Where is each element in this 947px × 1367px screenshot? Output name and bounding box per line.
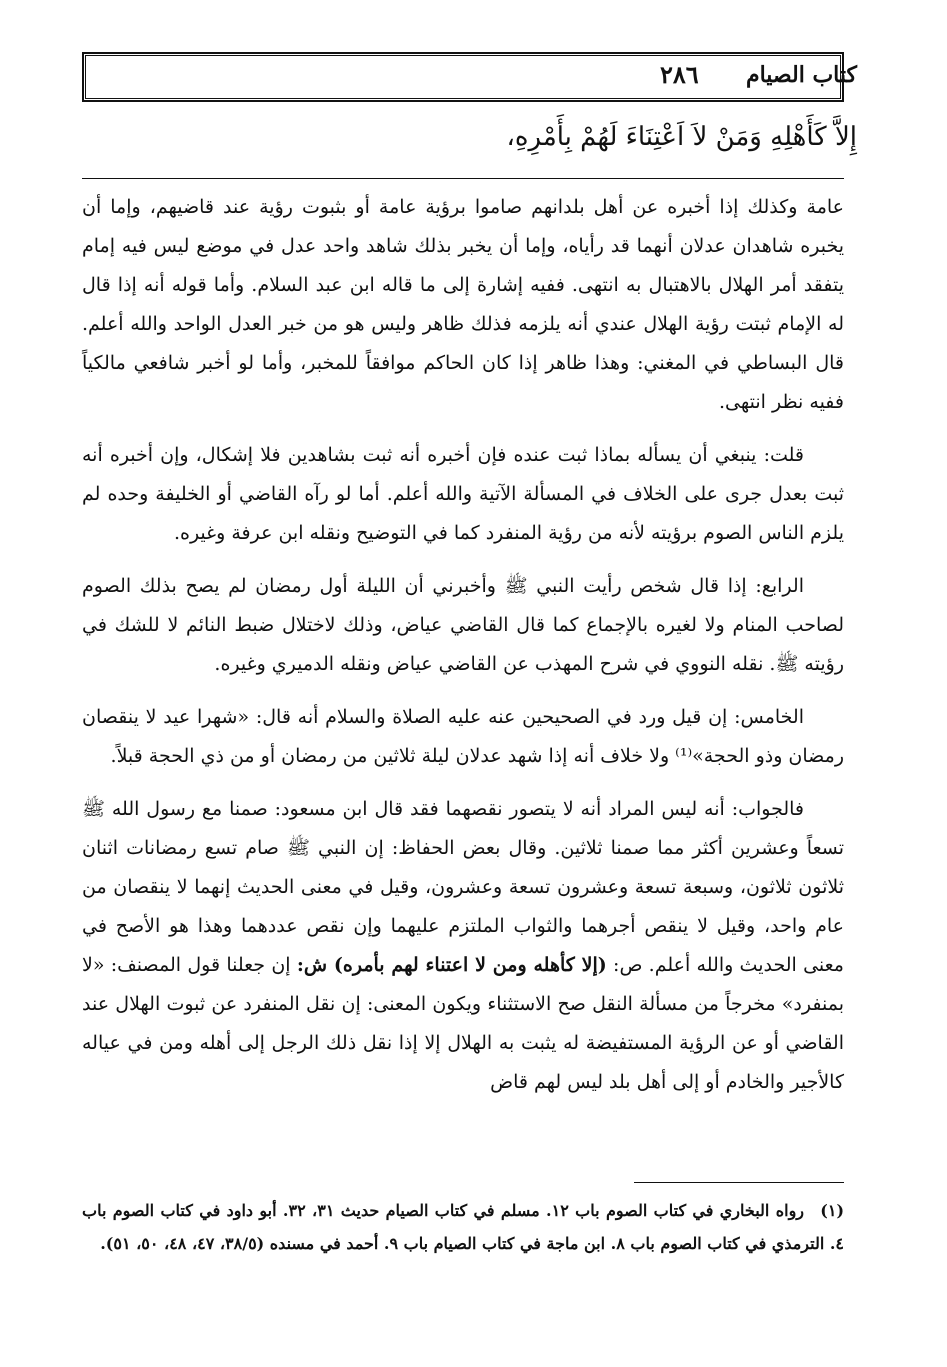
header-separator	[82, 178, 844, 179]
footnote-text: رواه البخاري في كتاب الصوم باب ١٢. مسلم في كتاب الصيام حديث ٣١، ٣٢. أبو داود في كتاب الصوم باب ٤. الترمذي في كتاب الصوم باب ٨. ابن ماجة في كتاب الصيام باب ٩. أحمد في مسنده (٣٨/٥، ٤٧، ٤٨، ٥٠، ٥١).	[82, 1201, 844, 1253]
commentary-body	[82, 188, 844, 1116]
matn-verse: إِلاَّ كَأَهْلِهِ وَمَنْ لاَ اَعْتِنَاءَ لَهُمْ بِأَمْرِهِ،	[506, 122, 857, 152]
paragraph: الخامس: إن قيل ورد في الصحيحين عنه عليه الصلاة والسلام أنه قال: «شهرا عيد لا ينقصان رمضان وذو الحجة»⁽¹⁾ ولا خلاف أنه إذا شهد عدلان ليلة ثلاثين من رمضان أو من ذي الحجة قبلاً.	[82, 706, 844, 767]
paragraph-text: فالجواب: أنه ليس المراد أنه لا يتصور نقصهما فقد قال ابن مسعود: صمنا مع رسول الله ﷺ تسعاً وعشرين أكثر مما صمنا ثلاثين. وقال بعض الحفاظ: إن النبي ﷺ صام تسع رمضانات اثنان ثلاثون ثلاثون، وسبعة تسعة وعشرون تسعة وعشرون، وقيل في معنى الحديث إنهما لا ينقصان من عام واحد، وقيل لا ينقص أجرهما والثواب الملتزم عليهما وإن نقص عددهما وهذا هو الأصح في معنى الحديث والله أعلم. ص:	[82, 798, 844, 976]
footnote-number: (١)	[820, 1201, 845, 1220]
sharh-label: ش:	[296, 954, 334, 976]
footnote	[82, 1194, 844, 1260]
footnote-separator	[634, 1182, 844, 1183]
page-number: ٢٨٦	[660, 60, 699, 89]
page-header-frame	[82, 52, 844, 102]
chapter-title: كتاب الصيام	[745, 62, 857, 88]
paragraph-last	[82, 790, 844, 1102]
paragraph: الرابع: إذا قال شخص رأيت النبي ﷺ وأخبرني أن الليلة أول رمضان لم يصح بذلك الصوم لصاحب المنام ولا لغيره بالإجماع كما قال القاضي عياض، وذلك لاختلال ضبط النائم لا للشك في رؤيته ﷺ. نقله النووي في شرح المهذب عن القاضي عياض ونقله الدميري وغيره.	[82, 575, 844, 675]
paragraph: عامة وكذلك إذا أخبره عن أهل بلدانهم صاموا برؤية عامة أو بثبوت رؤية عند قاضيهم، وإما أن يخبره شاهدان عدلان أنهما قد رأياه، وإما أن يخبر بذلك شاهد واحد عدل في موضع ليس فيه إمام يتفقد أمر الهلال بالاهتبال به انتهى. ففيه إشارة إلى ما قاله ابن عبد السلام. وأما قوله أنه إذا قال له الإمام ثبتت رؤية الهلال عندي أنه يلزمه فذلك ظاهر وليس هو من خبر العدل الواحد والله أعلم. قال البساطي في المغني: وهذا ظاهر إذا كان الحاكم موافقاً للمخبر، وأما لو أخبر شافعي مالكياً ففيه نظر انتهى.	[82, 196, 844, 413]
bold-matn-quote: (إلا كأهله ومن لا اعتناء لهم بأمره)	[333, 954, 607, 976]
paragraph: قلت: ينبغي أن يسأله بماذا ثبت عنده فإن أخبره أنه ثبت بشاهدين فلا إشكال، وإن أخبره أنه ثبت بعدل جرى على الخلاف في المسألة الآتية والله أعلم. أما لو رآه القاضي أو الخليفة وحده لم يلزم الناس الصوم برؤيته لأنه من رؤية المنفرد كما في التوضيح ونقله ابن عرفة وغيره.	[82, 444, 844, 544]
paragraph-text: إن جعلنا قول المصنف: «لا بمنفرد» مخرجاً من مسألة النقل صح الاستثناء ويكون المعنى: إن نقل المنفرد عن ثبوت الهلال عند القاضي أو عن الرؤية المستفيضة له يثبت به الهلال إلا إذا نقل ذلك الرجل إلى أهله ومن في عياله كالأجير والخادم أو إلى أهل بلد ليس لهم قاض	[82, 954, 844, 1093]
